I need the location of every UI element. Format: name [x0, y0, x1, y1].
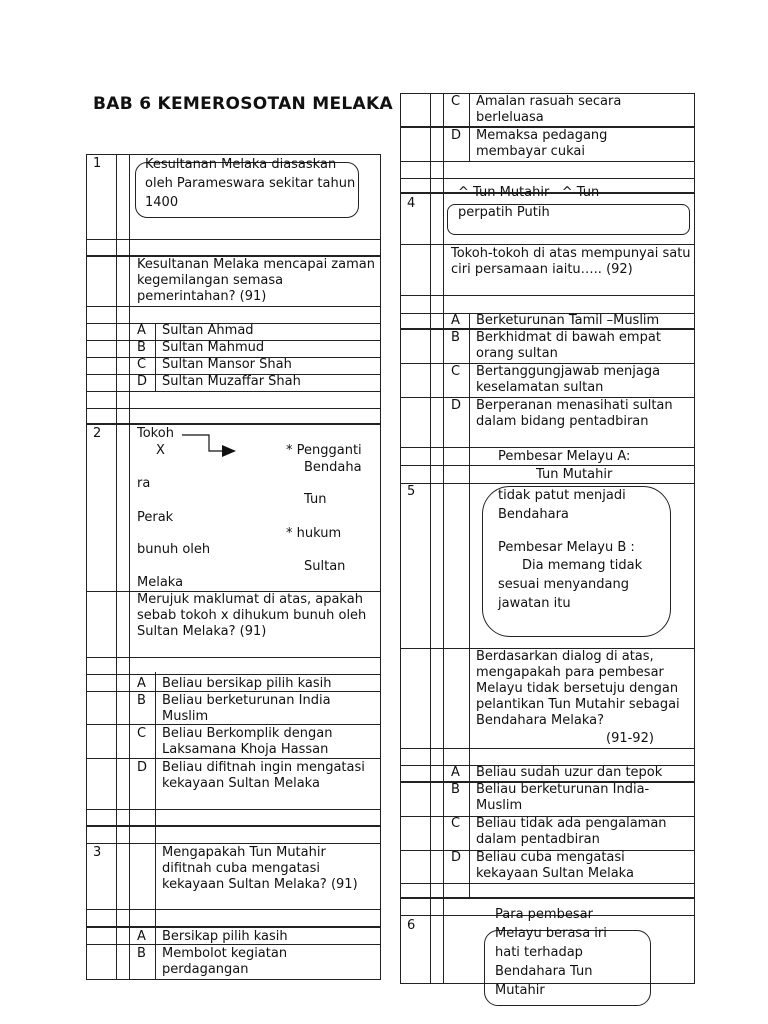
- q2-option-a-text[interactable]: Beliau bersikap pilih kasih: [162, 676, 332, 691]
- q4-box-text: perpatih Putih: [458, 205, 550, 220]
- q5-dialog-b-label: Pembesar Melayu B :: [498, 540, 635, 555]
- q2-point1-b: Bendaha: [304, 460, 362, 475]
- q2-point1-d: Tun: [304, 492, 327, 507]
- q2-arrow-icon: [182, 433, 242, 459]
- q2-option-d-text[interactable]: Beliau difitnah ingin mengatasi kekayaan Sultan Melaka: [162, 760, 365, 791]
- q2-point1-c: ra: [137, 476, 151, 491]
- q4-question: Tokoh-tokoh di atas mempunyai satu ciri persamaan iaitu….. (92): [451, 246, 691, 277]
- q5-header-line2: Tun Mutahir: [536, 467, 613, 482]
- q5-option-c-text[interactable]: Beliau tidak ada pengalaman dalam pentadbiran: [476, 816, 667, 847]
- q1-option-b-letter: B: [137, 340, 146, 355]
- q5-question: Berdasarkan dialog di atas, mengapakah para pembesar Melayu tidak bersetuju dengan pelantikan Tun Mutahir sebagai Bendahara Melaka?: [476, 649, 680, 728]
- q2-option-c-letter: C: [137, 726, 147, 741]
- page-title: BAB 6 KEMEROSOTAN MELAKA: [93, 94, 393, 114]
- q4-option-b-letter: B: [451, 330, 460, 345]
- q2-point2-d: Melaka: [137, 575, 184, 590]
- q3-option-b-letter: B: [137, 946, 146, 961]
- q1-option-a-text[interactable]: Sultan Ahmad: [162, 323, 254, 338]
- q2-point2-b: bunuh oleh: [137, 542, 211, 557]
- q5-option-c-letter: C: [451, 816, 461, 831]
- q2-tokoh-label: Tokoh: [137, 426, 174, 441]
- q1-option-d-letter: D: [137, 374, 148, 389]
- q4-option-c-letter: C: [451, 364, 461, 379]
- q5-option-a-letter: A: [451, 765, 460, 780]
- q5-option-b-text[interactable]: Beliau berketurunan India-Muslim: [476, 782, 650, 813]
- q3-option-a-text[interactable]: Bersikap pilih kasih: [162, 929, 288, 944]
- q3-option-c-text[interactable]: Amalan rasuah secara berleluasa: [476, 94, 622, 125]
- q1-question: Kesultanan Melaka mencapai zaman kegemilangan semasa pemerintahan? (91): [137, 257, 375, 304]
- q2-option-b-letter: B: [137, 693, 146, 708]
- q3-question: Mengapakah Tun Mutahir difitnah cuba mengatasi kekayaan Sultan Melaka? (91): [162, 845, 358, 892]
- q5-option-d-letter: D: [451, 850, 462, 865]
- q5-option-d-text[interactable]: Beliau cuba mengatasi kekayaan Sultan Melaka: [476, 850, 634, 881]
- q5-option-b-letter: B: [451, 782, 460, 797]
- q6-stimulus: Para pembesar Melayu berasa iri hati terhadap Bendahara Tun Mutahir: [495, 907, 607, 998]
- q1-option-a-letter: A: [137, 323, 146, 338]
- q2-point1-star: * Pengganti: [286, 443, 362, 458]
- q4-option-b-text[interactable]: Berkhidmat di bawah empat orang sultan: [476, 330, 661, 361]
- q2-x-label: X: [156, 443, 165, 458]
- q1-stimulus: Kesultanan Melaka diasaskan oleh Parameswara sekitar tahun 1400: [145, 157, 356, 210]
- q1-number: 1: [93, 156, 102, 171]
- q6-number: 6: [407, 918, 416, 933]
- q4-number: 4: [407, 196, 416, 211]
- q4-option-a-text[interactable]: Berketurunan Tamil –Muslim: [476, 313, 660, 328]
- q1-option-c-text[interactable]: Sultan Mansor Shah: [162, 357, 292, 372]
- q1-option-d-text[interactable]: Sultan Muzaffar Shah: [162, 374, 301, 389]
- q2-option-d-letter: D: [137, 760, 148, 775]
- q2-point2-star: * hukum: [286, 526, 342, 541]
- q4-names-line: ^ Tun Mutahir ^ Tun: [458, 185, 600, 200]
- q2-question: Merujuk maklumat di atas, apakah sebab tokoh x dihukum bunuh oleh Sultan Melaka? (91): [137, 592, 367, 639]
- q5-dialog-a: tidak patut menjadi Bendahara: [498, 488, 626, 522]
- q3-option-c-letter: C: [451, 94, 461, 109]
- q4-option-d-text[interactable]: Berperanan menasihati sultan dalam bidang pentadbiran: [476, 398, 673, 429]
- q2-option-b-text[interactable]: Beliau berketurunan India Muslim: [162, 693, 331, 724]
- q2-number: 2: [93, 426, 102, 441]
- q2-point1-e: Perak: [137, 510, 174, 525]
- q2-point2-c: Sultan: [304, 559, 346, 574]
- q4-option-d-letter: D: [451, 398, 462, 413]
- q3-option-d-letter: D: [451, 128, 462, 143]
- q2-option-a-letter: A: [137, 676, 146, 691]
- q3-number: 3: [93, 845, 102, 860]
- q5-dialog-b: Dia memang tidak sesuai menyandang jawatan itu: [498, 558, 643, 611]
- q5-header-line1: Pembesar Melayu A:: [498, 449, 631, 464]
- q1-option-c-letter: C: [137, 357, 147, 372]
- q3-option-b-text[interactable]: Membolot kegiatan perdagangan: [162, 946, 288, 977]
- q5-option-a-text[interactable]: Beliau sudah uzur dan tepok: [476, 765, 663, 780]
- q1-option-b-text[interactable]: Sultan Mahmud: [162, 340, 265, 355]
- q4-option-a-letter: A: [451, 313, 460, 328]
- q4-option-c-text[interactable]: Bertanggungjawab menjaga keselamatan sultan: [476, 364, 661, 395]
- q3-option-d-text[interactable]: Memaksa pedagang membayar cukai: [476, 128, 608, 159]
- q3-option-a-letter: A: [137, 929, 146, 944]
- q5-question-ref: (91-92): [606, 731, 654, 746]
- q5-number: 5: [407, 484, 416, 499]
- q2-option-c-text[interactable]: Beliau Berkomplik dengan Laksamana Khoja Hassan: [162, 726, 333, 757]
